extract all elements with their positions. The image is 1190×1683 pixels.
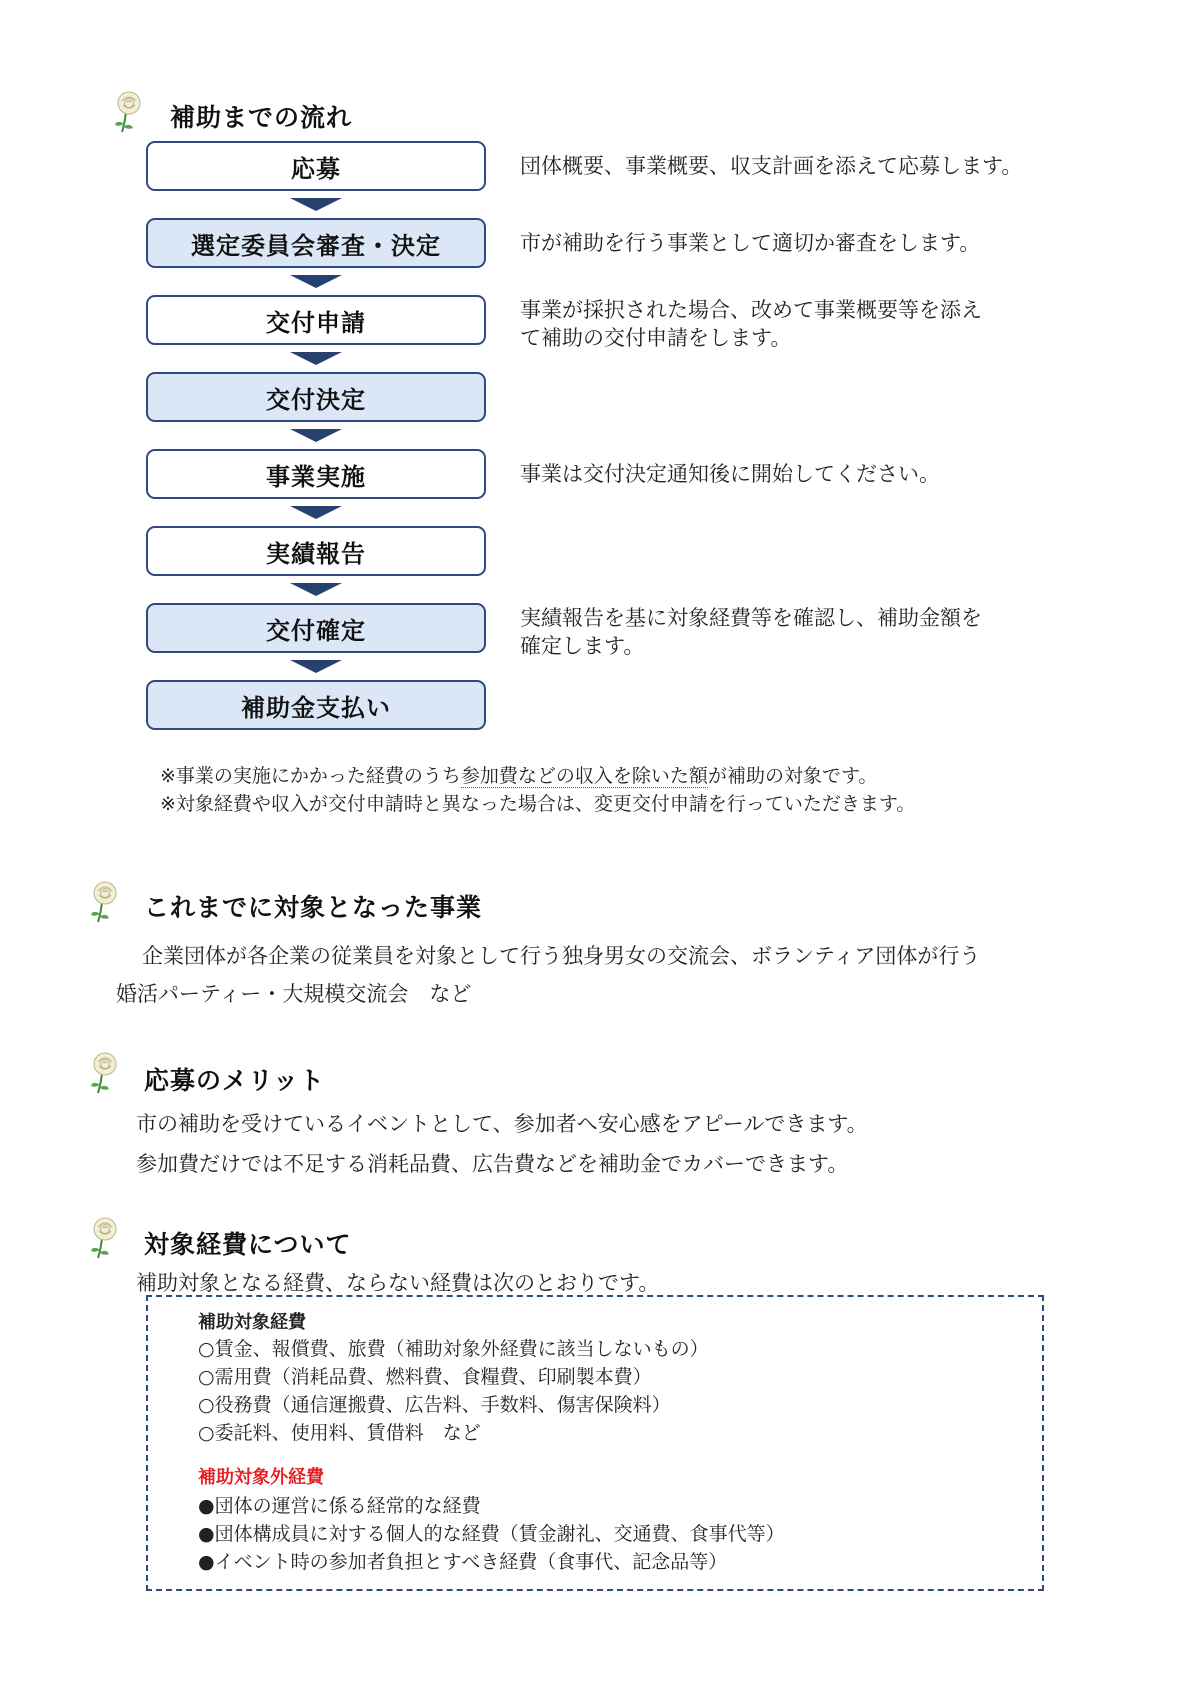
rose-flower-icon [88,880,122,924]
flow-step-grant-application: 交付申請 [146,295,486,345]
flow-step-review: 選定委員会審査・決定 [146,218,486,268]
note-1-underlined: 参加費などの収入を除いた額 [460,765,708,787]
eligible-cost-item: ○役務費（通信運搬費、広告料、手数料、傷害保険料） [198,1394,671,1416]
merit-text-line-2: 参加費だけでは不足する消耗品費、広告費などを補助金でカバーできます。 [136,1152,849,1176]
flow-step-report: 実績報告 [146,526,486,576]
flow-step-implementation: 事業実施 [146,449,486,499]
rose-flower-icon [88,1051,122,1095]
flow-desc-confirmation-2: 確定します。 [520,634,645,658]
flow-step-payment: 補助金支払い [146,680,486,730]
eligible-costs-title: 補助対象経費 [198,1312,306,1333]
past-text-line-2: 婚活パーティー・大規模交流会 など [116,982,472,1006]
flow-step-confirmation: 交付確定 [146,603,486,653]
rose-flower-icon [88,1216,122,1260]
flow-desc-implementation: 事業は交付決定通知後に開始してください。 [520,462,940,486]
ineligible-cost-item: ●団体構成員に対する個人的な経費（賃金謝礼、交通費、食事代等） [198,1523,785,1545]
eligible-cost-item: ○賃金、報償費、旅費（補助対象外経費に該当しないもの） [198,1338,709,1360]
costs-intro: 補助対象となる経費、ならない経費は次のとおりです。 [136,1271,660,1295]
flow-arrow-icon [290,429,342,442]
eligible-cost-item: ○委託料、使用料、賃借料 など [198,1422,481,1444]
flow-desc-apply: 団体概要、事業概要、収支計画を添えて応募します。 [520,154,1023,178]
rose-flower-icon [112,90,146,134]
section-title-flow: 補助までの流れ [170,103,353,132]
ineligible-costs-title: 補助対象外経費 [198,1467,324,1488]
section-title-costs: 対象経費について [144,1230,352,1259]
ineligible-cost-item: ●イベント時の参加者負担とすべき経費（食事代、記念品等） [198,1551,728,1573]
flow-step-grant-decision: 交付決定 [146,372,486,422]
flow-arrow-icon [290,275,342,288]
section-title-merit: 応募のメリット [144,1066,326,1095]
flow-desc-review: 市が補助を行う事業として適切か審査をします。 [520,231,981,255]
past-text-line-1: 企業団体が各企業の従業員を対象として行う独身男女の交流会、ボランティア団体が行う [142,944,981,968]
ineligible-cost-item: ●団体の運営に係る経常的な経費 [198,1495,481,1517]
note-2: ※対象経費や収入が交付申請時と異なった場合は、変更交付申請を行っていただきます。 [160,793,916,815]
merit-text-line-1: 市の補助を受けているイベントとして、参加者へ安心感をアピールできます。 [136,1112,868,1136]
note-1-prefix: ※事業の実施にかかった経費のうち [160,765,461,787]
flow-arrow-icon [290,583,342,596]
note-1 [160,762,877,790]
flow-arrow-icon [290,352,342,365]
flow-desc-grant-application-1: 事業が採択された場合、改めて事業概要等を添え [520,298,982,322]
flow-arrow-icon [290,506,342,519]
flow-arrow-icon [290,198,342,211]
eligible-cost-item: ○需用費（消耗品費、燃料費、食糧費、印刷製本費） [198,1366,652,1388]
flow-desc-confirmation-1: 実績報告を基に対象経費等を確認し、補助金額を [520,606,982,630]
flow-desc-grant-application-2: て補助の交付申請をします。 [520,326,792,350]
section-title-past: これまでに対象となった事業 [144,893,483,922]
flow-step-apply: 応募 [146,141,486,191]
flow-arrow-icon [290,660,342,673]
note-1-suffix: が補助の対象です。 [707,765,878,787]
